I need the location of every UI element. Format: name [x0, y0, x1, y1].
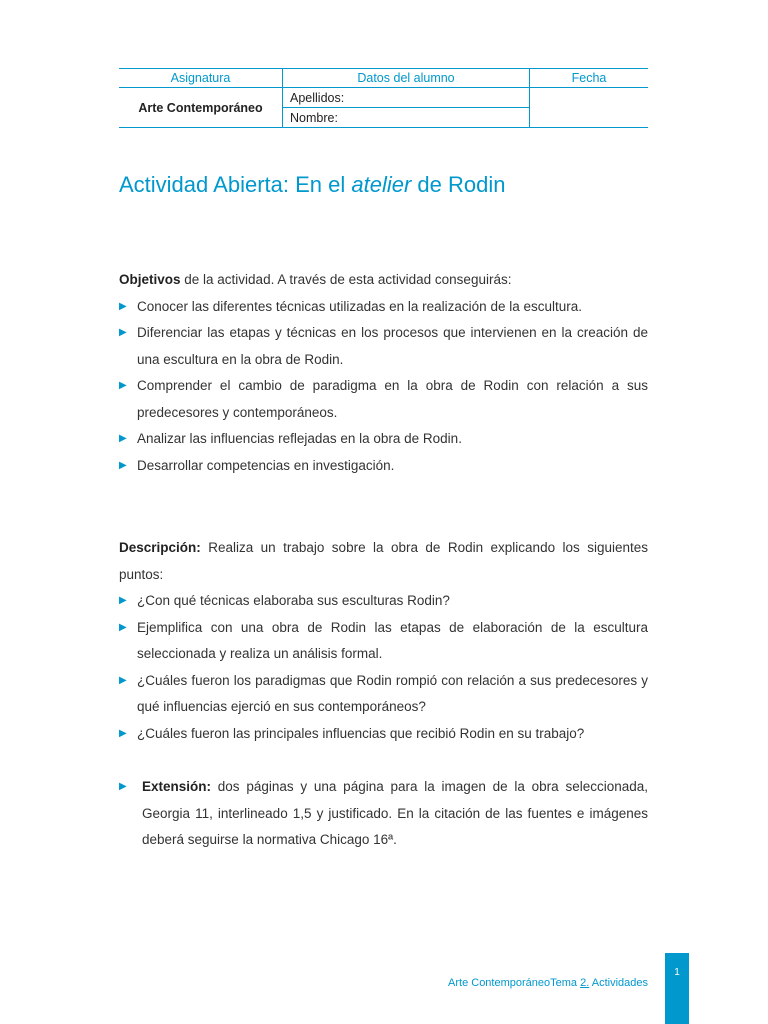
page-number: 1: [665, 953, 689, 1024]
footer-tema-number: 2.: [580, 977, 590, 989]
title-emphasis: atelier: [351, 172, 412, 197]
description-label: Descripción:: [119, 540, 201, 555]
apellidos-field: Apellidos:: [283, 88, 530, 108]
list-item: ▶ Desarrollar competencias en investigación.: [119, 453, 648, 480]
list-item: ▶ Diferenciar las etapas y técnicas en los procesos que intervienen en la creación de una escultura en la obra de Rodin.: [119, 320, 648, 373]
extension-list: [119, 774, 648, 854]
nombre-field: Nombre:: [283, 108, 530, 128]
header-col-asignatura: Asignatura: [119, 69, 283, 88]
list-item: ▶ ¿Con qué técnicas elaboraba sus esculturas Rodin?: [119, 588, 648, 615]
header-col-datos: Datos del alumno: [283, 69, 530, 88]
objectives-intro-text: de la actividad. A través de esta actividad conseguirás:: [180, 272, 512, 287]
header-table: [119, 68, 648, 128]
page-title: [119, 172, 505, 198]
footer: [448, 977, 648, 989]
triangle-right-icon: ▶: [119, 595, 127, 606]
list-item: ▶ Comprender el cambio de paradigma en la obra de Rodin con relación a sus predecesores y contemporáneos.: [119, 373, 648, 426]
list-item: ▶ ¿Cuáles fueron los paradigmas que Rodin rompió con relación a sus predecesores y qué influencias ejerció en sus contemporáneos?: [119, 668, 648, 721]
list-item: [119, 774, 648, 854]
footer-tema: Tema: [550, 977, 581, 989]
objectives-list: [119, 294, 648, 480]
list-item: ▶ ¿Cuáles fueron las principales influencias que recibió Rodin en su trabajo?: [119, 721, 648, 748]
student-row-1: [119, 88, 648, 108]
list-item: ▶ Ejemplifica con una obra de Rodin las etapas de elaboración de la escultura seleccionada y realiza un análisis formal.: [119, 615, 648, 668]
extension-label: Extensión:: [142, 779, 212, 794]
list-item: ▶ Analizar las influencias reflejadas en la obra de Rodin.: [119, 426, 648, 453]
header-row: [119, 69, 648, 88]
extension-section: [119, 774, 648, 854]
triangle-right-icon: ▶: [119, 300, 127, 312]
triangle-right-icon: ▶: [119, 621, 127, 633]
triangle-right-icon: ▶: [119, 433, 127, 444]
triangle-right-icon: ▶: [119, 459, 127, 471]
subject-cell: Arte Contemporáneo: [119, 88, 283, 128]
footer-subject: Arte Contemporáneo: [448, 977, 551, 989]
objectives-label: Objetivos: [119, 272, 181, 287]
extension-text: dos páginas y una página para la imagen de la obra seleccionada, Georgia 11, interlineado 1,5 y justificado. En la citación de las fuentes e imágenes deberá seguirse la normativa Chicago 16ª.: [142, 779, 648, 847]
description-section: [119, 535, 648, 747]
triangle-right-icon: ▶: [119, 674, 127, 686]
objectives-intro: [119, 267, 648, 294]
date-cell: [530, 88, 649, 128]
title-pre: Actividad Abierta: En el: [119, 172, 352, 197]
header-col-fecha: Fecha: [530, 69, 649, 88]
triangle-right-icon: ▶: [119, 327, 127, 338]
triangle-right-icon: ▶: [119, 727, 127, 739]
list-item: ▶ Conocer las diferentes técnicas utilizadas en la realización de la escultura.: [119, 294, 648, 321]
triangle-right-icon: ▶: [119, 380, 127, 391]
objectives-section: [119, 267, 648, 479]
description-intro: [119, 535, 648, 588]
footer-section: Actividades: [589, 977, 648, 989]
triangle-right-icon: ▶: [119, 781, 127, 792]
title-post: de Rodin: [411, 172, 506, 197]
description-list: [119, 588, 648, 747]
description-intro-text: Realiza un trabajo sobre la obra de Rodin explicando los siguientes puntos:: [119, 540, 648, 582]
